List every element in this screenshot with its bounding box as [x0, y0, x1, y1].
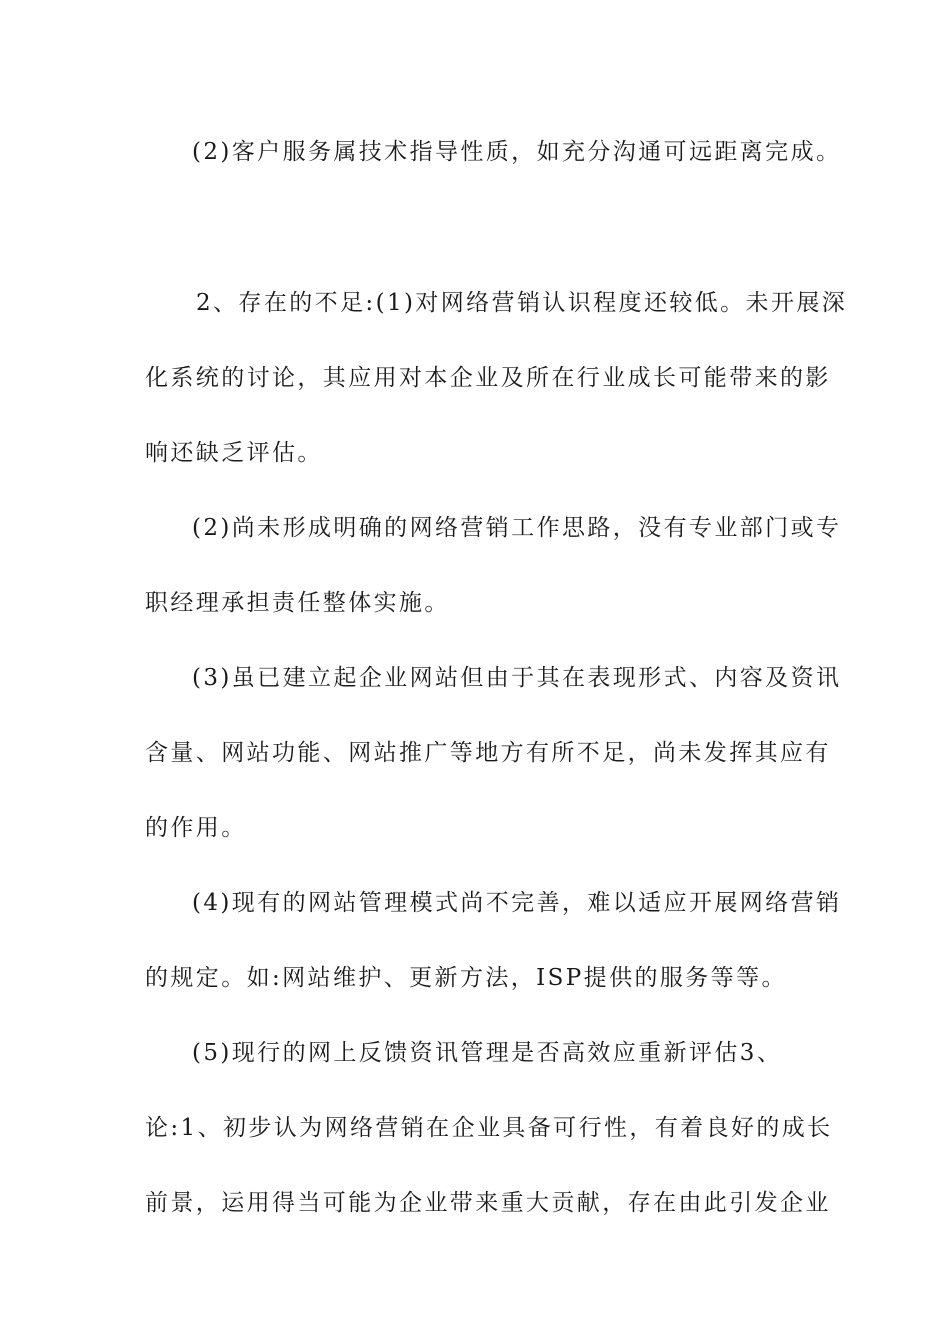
paragraph-line: 的作用。	[145, 815, 247, 841]
paragraph-line: 含量、网站功能、网站推广等地方有所不足，尚未发挥其应有	[145, 740, 831, 766]
paragraph-line: 化系统的讨论，其应用对本企业及所在行业成长可能带来的影	[145, 365, 831, 391]
paragraph-line: (5)现行的网上反馈资讯管理是否高效应重新评估3、	[192, 1040, 783, 1066]
paragraph-line: 的规定。如:网站维护、更新方法，ISP提供的服务等等。	[145, 965, 787, 991]
paragraph-line: 职经理承担责任整体实施。	[145, 590, 450, 616]
paragraph-line: (2)客户服务属技术指导性质，如充分沟通可远距离完成。	[192, 139, 842, 165]
paragraph-line: 论:1、初步认为网络营销在企业具备可行性，有着良好的成长	[145, 1115, 833, 1141]
paragraph-line: 2、存在的不足:(1)对网络营销认识程度还较低。未开展深	[196, 290, 848, 316]
paragraph-line: 响还缺乏评估。	[145, 440, 323, 466]
paragraph-line: (4)现有的网站管理模式尚不完善，难以适应开展网络营销	[192, 890, 842, 916]
paragraph-line: (3)虽已建立起企业网站但由于其在表现形式、内容及资讯	[192, 665, 842, 691]
paragraph-line: 前景，运用得当可能为企业带来重大贡献，存在由此引发企业	[145, 1190, 831, 1216]
paragraph-line: (2)尚未形成明确的网络营销工作思路，没有专业部门或专	[192, 515, 842, 541]
